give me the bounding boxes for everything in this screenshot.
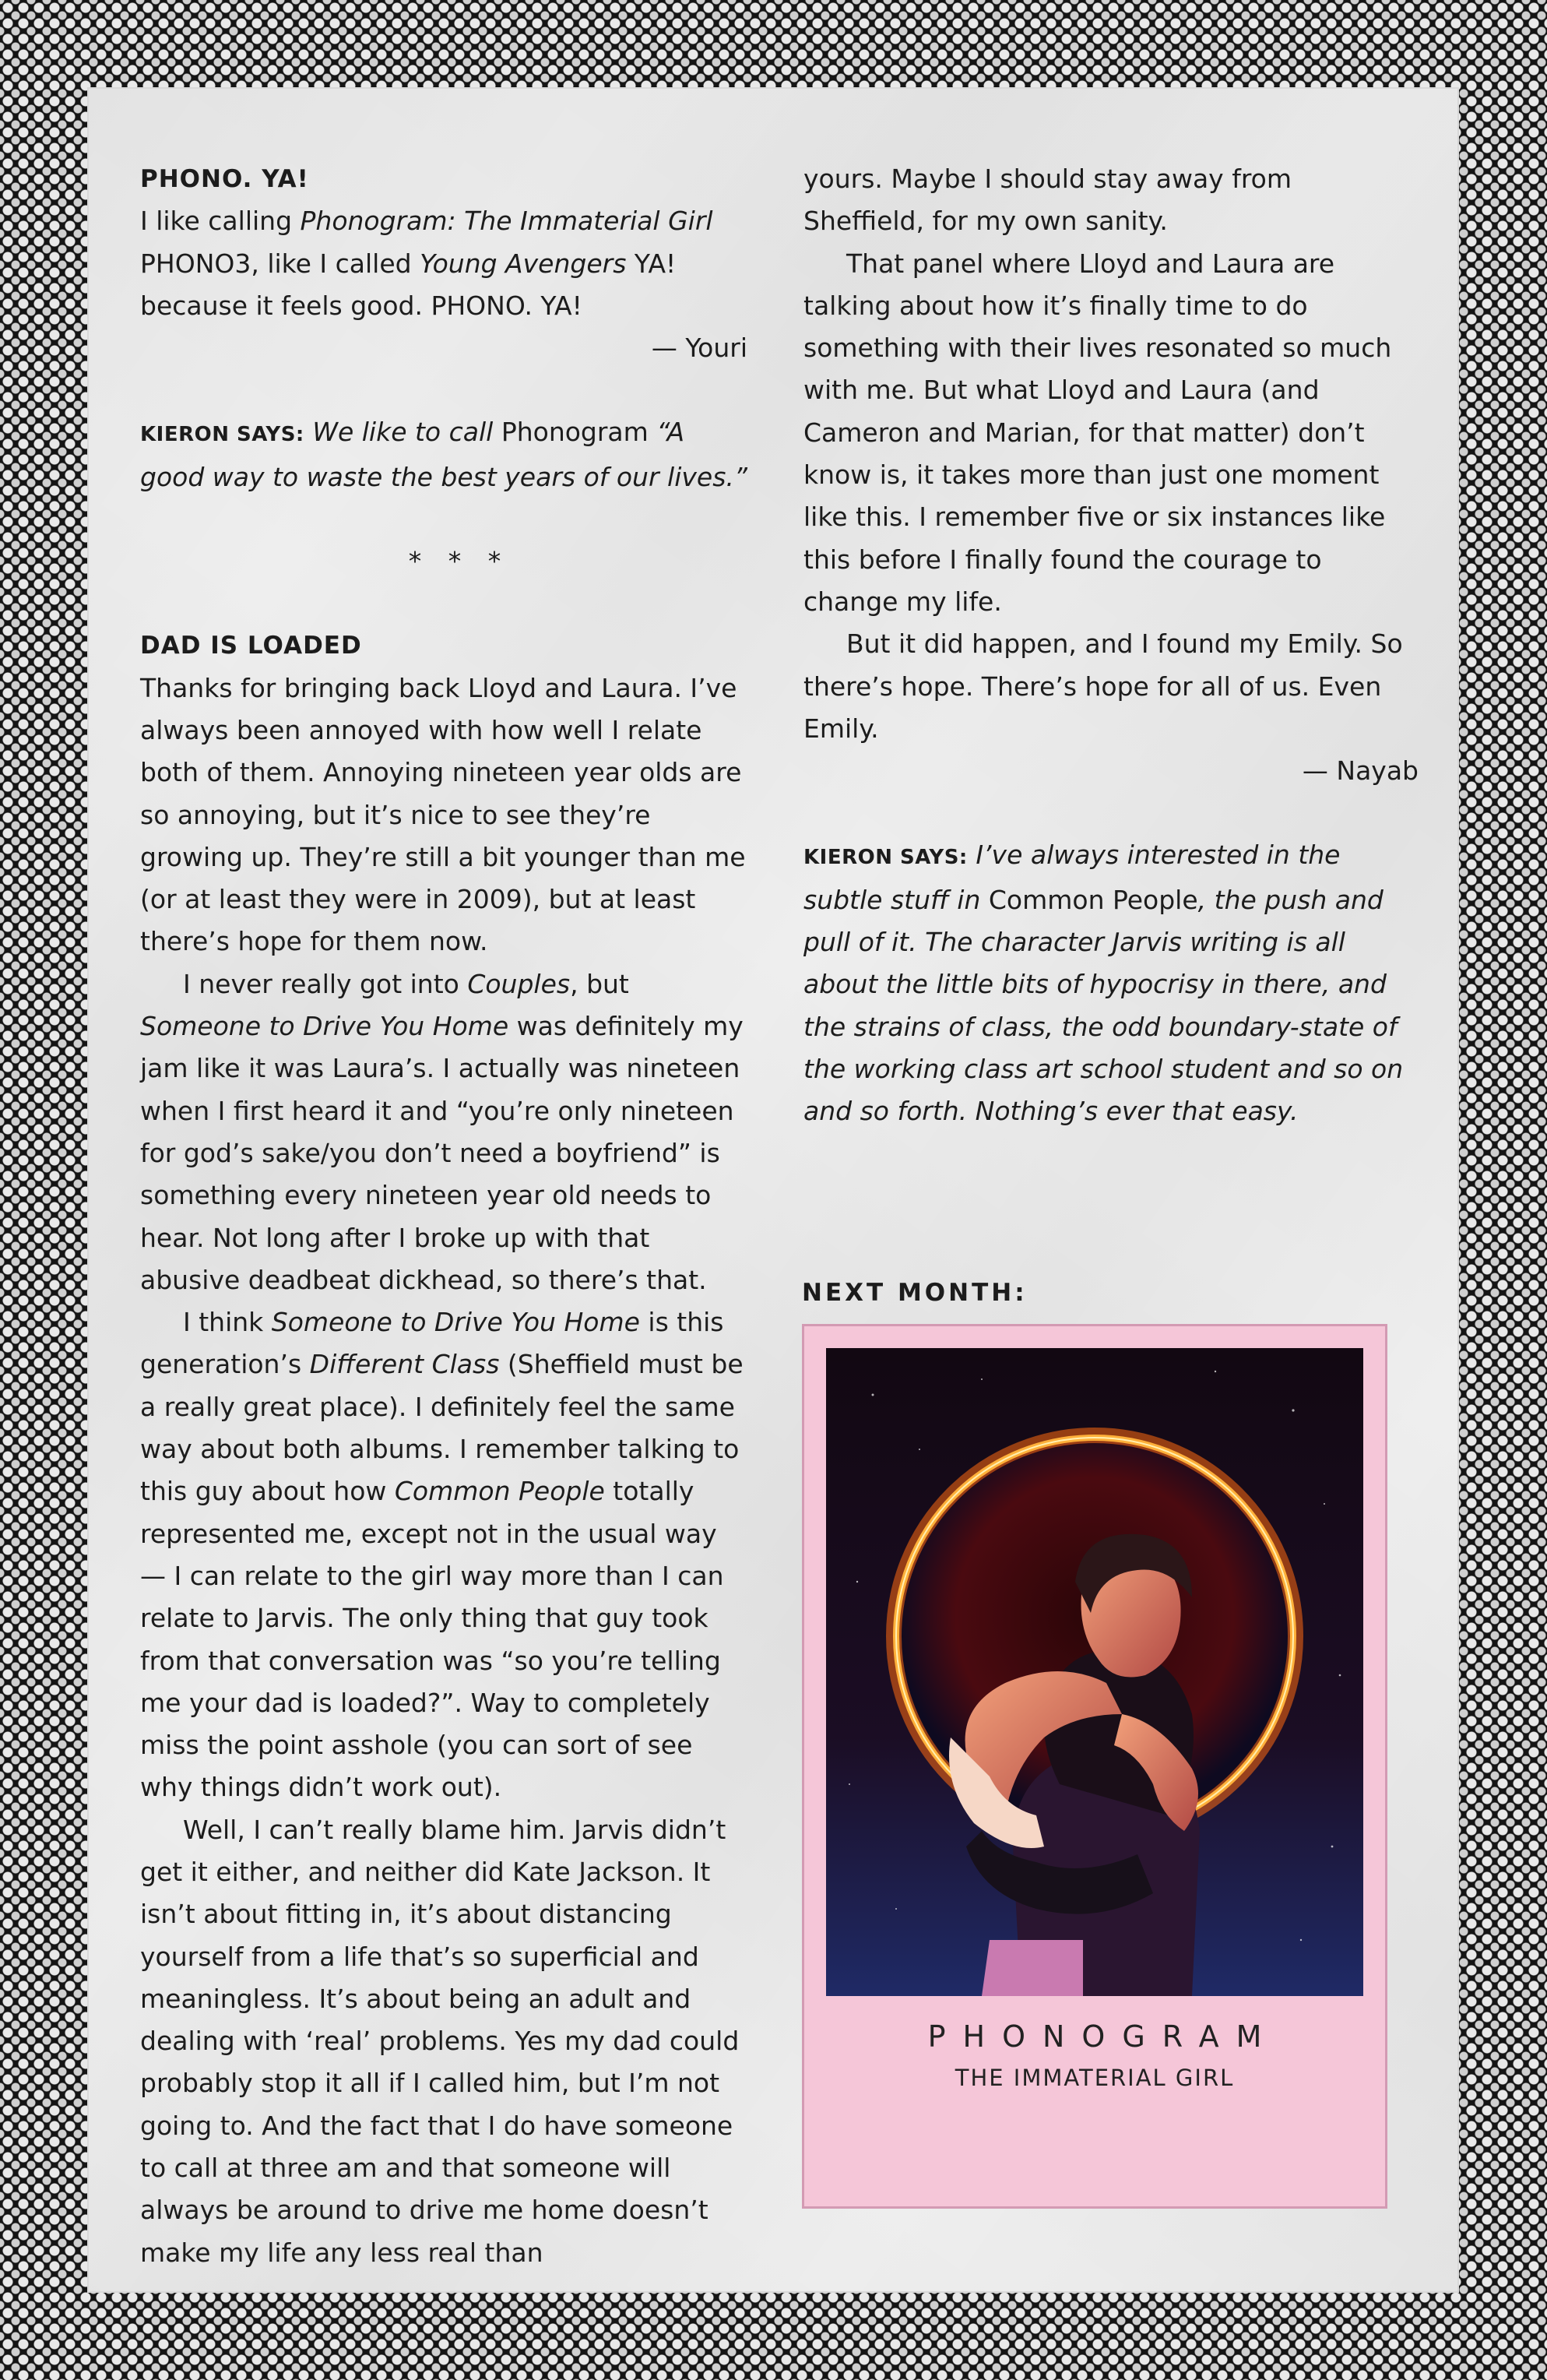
title-italic: Someone to Drive You Home [271, 1307, 640, 1338]
text: , but [570, 968, 629, 999]
letter-heading-phono-ya: PHONO. YA! [140, 165, 309, 193]
title-italic: Someone to Drive You Home [140, 1011, 509, 1042]
text: is this generation’s [140, 1307, 724, 1380]
letter-body [140, 200, 747, 327]
letter-paragraph: yours. Maybe I should stay away from Sheffield, for my own sanity. [803, 164, 1292, 237]
letter-paragraph: Thanks for bringing back Lloyd and Laura. I’ve always been annoyed with how well I relate both of them. Annoying nineteen year olds are so annoying, but it’s nice to see they’re growing up. They’re still a bit younger than me (or at least they were in 2009), but at least there’s hope for them now. [140, 672, 746, 957]
kieron-reply [803, 834, 1419, 1132]
letter-paragraph: But it did happen, and I found my Emily. So there’s hope. There’s hope for all of us. Even Emily. [803, 628, 1403, 744]
text: totally represented me, except not in the usual way — I can relate to the girl way more than I can relate to Jarvis. The only thing that guy took from that conversation was “so you’re telling me your dad is loaded?”. Way to completely miss the point asshole (you can sort of see why things didn’t work out). [140, 1476, 724, 1803]
left-column [140, 158, 747, 2274]
phonogram-logo: PHONOGRAM [927, 2019, 1279, 2054]
letter-paragraph: That panel where Lloyd and Laura are talking about how it’s finally time to do something with their lives resonated so much with me. But what Lloyd and Laura (and Cameron and Marian, for that matter) don’t know is, it takes more than just one moment like this. I remember five or six instances like this before I finally found the courage to change my life. [803, 248, 1392, 617]
title-italic: Phonogram: The Immaterial Girl [300, 206, 713, 237]
signature-youri: — Youri [651, 333, 747, 364]
embrace-eclipse-illustration [826, 1348, 1363, 1996]
kieron-reply [140, 411, 747, 498]
text: I’ve always interested in the subtle stuff in [803, 840, 1341, 915]
text: Phonogram [501, 417, 649, 448]
right-column [803, 158, 1419, 1133]
letter-heading-dad-is-loaded: DAD IS LOADED [140, 632, 362, 660]
text: Common People [988, 884, 1198, 915]
title-italic: Different Class [309, 1349, 500, 1380]
kieron-says-label: KIERON SAYS: [140, 423, 304, 447]
text: We like to call [312, 417, 494, 448]
letter-paragraph [140, 1301, 747, 1809]
text: (Sheffield must be a really great place). I definitely feel the same way about both albums. I remember talking to this guy about how [140, 1349, 744, 1507]
next-issue-cover [802, 1324, 1387, 2209]
text: I like calling [140, 206, 301, 237]
text: I never really got into [183, 968, 468, 999]
letter-paragraph: Well, I can’t really blame him. Jarvis didn’t get it either, and neither did Kate Jackson. It isn’t about fitting in, it’s about distancing yourself from a life that’s so superficial and meaningless. It’s about being an adult and dealing with ‘real’ problems. Yes my dad could probably stop it all if I called him, but I’m not going to. And the fact that I do have someone to call at three am and that someone will always be around to drive me home doesn’t make my life any less real than [140, 1814, 740, 2268]
letter-paragraph [140, 963, 747, 1301]
text: I think [183, 1307, 272, 1338]
title-italic: Young Avengers [420, 248, 627, 279]
text: “A good way to waste the best years of our lives.” [140, 417, 747, 492]
cover-subtitle: THE IMMATERIAL GIRL [955, 2065, 1235, 2091]
section-divider: * * * [408, 546, 511, 577]
text: YA! because it feels good. PHONO. YA! [140, 248, 677, 321]
next-month-heading: NEXT MONTH: [802, 1279, 1028, 1307]
title-italic: Couples [467, 968, 571, 999]
text: PHONO3, like I called [140, 248, 420, 279]
kieron-says-label: KIERON SAYS: [803, 846, 968, 870]
title-italic: Common People [394, 1476, 605, 1507]
signature-nayab: — Nayab [1302, 755, 1419, 787]
text: , the push and pull of it. The character Jarvis writing is all about the little bits of hypocrisy in there, and the strains of class, the odd boundary-state of the working class art school student and so on and so forth. Nothing’s ever that easy. [803, 884, 1404, 1127]
text: was definitely my jam like it was Laura’s. I actually was nineteen when I first heard it and “you’re only nineteen for god’s sake/you don’t need a boyfriend” is something every nineteen year old needs to hear. Not long after I broke up with that abusive deadbeat dickhead, so there’s that. [140, 1011, 744, 1295]
cover-illustration [826, 1348, 1363, 1996]
